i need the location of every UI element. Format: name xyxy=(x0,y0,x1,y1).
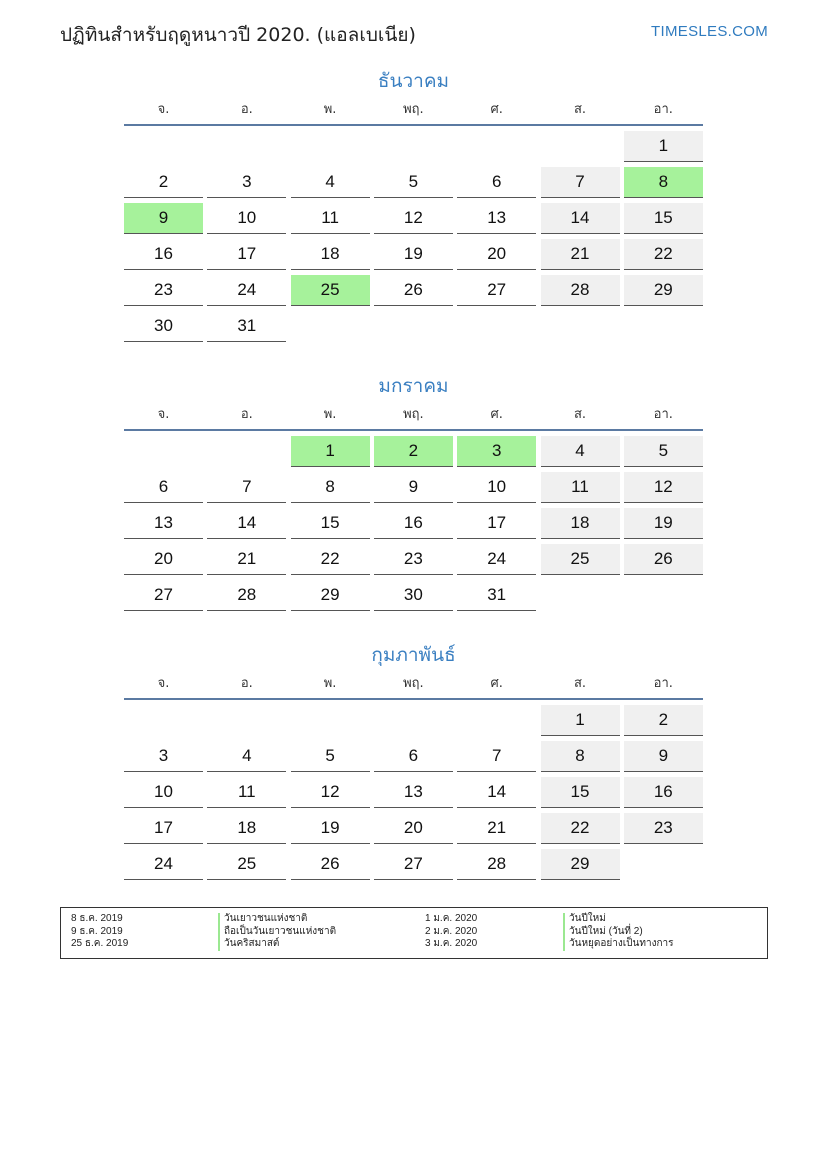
day-cell[interactable]: 16 xyxy=(624,777,703,808)
day-cell[interactable]: 25 xyxy=(541,544,620,575)
holiday-legend xyxy=(60,907,768,959)
day-cell[interactable]: 20 xyxy=(374,813,453,844)
day-cell[interactable]: 1 xyxy=(624,131,703,162)
day-grid xyxy=(124,431,703,616)
day-cell[interactable]: 10 xyxy=(124,777,203,808)
day-cell[interactable]: 5 xyxy=(374,167,453,198)
day-cell[interactable]: 27 xyxy=(124,580,203,611)
weekday-label: อ. xyxy=(240,102,253,117)
weekday-label: จ. xyxy=(157,102,170,117)
weekday-label: พฤ. xyxy=(403,102,424,117)
day-cell[interactable]: 21 xyxy=(207,544,286,575)
legend-date: 3 ม.ค. 2020 xyxy=(425,938,478,949)
weekday-label: จ. xyxy=(157,676,170,691)
weekday-label: พ. xyxy=(323,676,337,691)
day-cell[interactable]: 4 xyxy=(291,167,370,198)
day-cell[interactable]: 30 xyxy=(374,580,453,611)
day-cell[interactable]: 22 xyxy=(624,239,703,270)
weekday-label: ศ. xyxy=(490,102,503,117)
day-cell[interactable]: 23 xyxy=(374,544,453,575)
holiday-day-cell[interactable]: 3 xyxy=(457,436,536,467)
day-cell[interactable]: 22 xyxy=(291,544,370,575)
day-cell[interactable]: 3 xyxy=(207,167,286,198)
legend-holiday-name: วันปีใหม่ xyxy=(563,913,674,926)
day-cell[interactable]: 14 xyxy=(541,203,620,234)
day-cell[interactable]: 31 xyxy=(457,580,536,611)
legend-dates-right xyxy=(425,913,477,951)
weekday-label: อา. xyxy=(653,676,673,691)
day-cell[interactable]: 3 xyxy=(124,741,203,772)
day-cell[interactable]: 24 xyxy=(207,275,286,306)
day-cell[interactable]: 14 xyxy=(207,508,286,539)
day-cell[interactable]: 8 xyxy=(291,472,370,503)
day-cell[interactable]: 21 xyxy=(541,239,620,270)
day-cell[interactable]: 16 xyxy=(124,239,203,270)
day-cell[interactable]: 29 xyxy=(624,275,703,306)
day-cell[interactable]: 7 xyxy=(207,472,286,503)
day-cell[interactable]: 19 xyxy=(374,239,453,270)
legend-holiday-name: ถือเป็นวันเยาวชนแห่งชาติ xyxy=(218,926,336,939)
legend-date: 1 ม.ค. 2020 xyxy=(425,913,478,924)
page-header xyxy=(60,18,768,48)
weekday-header xyxy=(124,674,703,700)
day-cell[interactable]: 7 xyxy=(541,167,620,198)
weekday-label: จ. xyxy=(157,407,170,422)
weekday-label: พฤ. xyxy=(403,407,424,422)
day-cell[interactable]: 30 xyxy=(124,311,203,342)
day-cell[interactable]: 15 xyxy=(291,508,370,539)
day-cell[interactable]: 28 xyxy=(457,849,536,880)
day-cell[interactable]: 20 xyxy=(457,239,536,270)
day-cell[interactable]: 11 xyxy=(541,472,620,503)
page-title: ปฏิทินสำหรับฤดูหนาวปี 2020. (แอลเบเนีย) xyxy=(60,24,416,46)
weekday-header xyxy=(124,405,703,431)
legend-date: 25 ธ.ค. 2019 xyxy=(71,938,129,949)
day-cell[interactable]: 13 xyxy=(457,203,536,234)
day-cell[interactable]: 4 xyxy=(541,436,620,467)
day-cell[interactable]: 12 xyxy=(291,777,370,808)
legend-date: 2 ม.ค. 2020 xyxy=(425,925,478,937)
day-cell[interactable]: 6 xyxy=(374,741,453,772)
weekday-label: พ. xyxy=(323,102,337,117)
day-cell[interactable]: 24 xyxy=(457,544,536,575)
day-cell[interactable]: 8 xyxy=(541,741,620,772)
day-cell[interactable]: 9 xyxy=(374,472,453,503)
day-cell[interactable]: 11 xyxy=(291,203,370,234)
day-cell[interactable]: 20 xyxy=(124,544,203,575)
legend-names-left xyxy=(218,913,336,951)
weekday-label: ส. xyxy=(573,407,587,422)
day-cell[interactable]: 7 xyxy=(457,741,536,772)
month-title: ธันวาคม xyxy=(377,70,450,92)
day-cell[interactable]: 10 xyxy=(207,203,286,234)
weekday-header xyxy=(124,100,703,126)
weekday-label: ศ. xyxy=(490,407,503,422)
day-cell[interactable]: 21 xyxy=(457,813,536,844)
day-cell[interactable]: 11 xyxy=(207,777,286,808)
day-cell[interactable]: 10 xyxy=(457,472,536,503)
weekday-label: อ. xyxy=(240,676,253,691)
day-cell[interactable]: 13 xyxy=(124,508,203,539)
month-december xyxy=(124,64,703,346)
holiday-day-cell[interactable]: 8 xyxy=(624,167,703,198)
day-cell[interactable]: 18 xyxy=(541,508,620,539)
day-cell[interactable]: 14 xyxy=(457,777,536,808)
legend-holiday-name: วันหยุดอย่างเป็นทางการ xyxy=(563,938,674,951)
holiday-day-cell[interactable]: 2 xyxy=(374,436,453,467)
weekday-label: พฤ. xyxy=(403,676,424,691)
day-cell[interactable]: 26 xyxy=(374,275,453,306)
day-cell[interactable]: 28 xyxy=(207,580,286,611)
day-cell[interactable]: 26 xyxy=(291,849,370,880)
day-cell[interactable]: 4 xyxy=(207,741,286,772)
day-cell[interactable]: 19 xyxy=(624,508,703,539)
day-cell[interactable]: 13 xyxy=(374,777,453,808)
day-cell[interactable]: 29 xyxy=(541,849,620,880)
legend-holiday-name: วันคริสมาสต์ xyxy=(218,938,336,951)
weekday-label: อา. xyxy=(653,407,673,422)
month-title: กุมภาพันธ์ xyxy=(371,644,456,666)
holiday-day-cell[interactable]: 25 xyxy=(291,275,370,306)
legend-holiday-name: วันเยาวชนแห่งชาติ xyxy=(218,913,336,926)
weekday-label: พ. xyxy=(323,407,337,422)
day-cell[interactable]: 18 xyxy=(291,239,370,270)
day-grid xyxy=(124,126,703,346)
weekday-label: ส. xyxy=(573,676,587,691)
day-cell[interactable]: 5 xyxy=(624,436,703,467)
day-cell[interactable]: 25 xyxy=(207,849,286,880)
weekday-label: อา. xyxy=(653,102,673,117)
day-cell[interactable]: 18 xyxy=(207,813,286,844)
weekday-label: อ. xyxy=(240,407,253,422)
legend-holiday-name: วันปีใหม่ (วันที่ 2) xyxy=(563,926,674,939)
day-grid xyxy=(124,700,703,885)
day-cell[interactable]: 29 xyxy=(291,580,370,611)
day-cell[interactable]: 23 xyxy=(124,275,203,306)
day-cell[interactable]: 24 xyxy=(124,849,203,880)
day-cell[interactable]: 15 xyxy=(541,777,620,808)
day-cell[interactable]: 16 xyxy=(374,508,453,539)
day-cell[interactable]: 15 xyxy=(624,203,703,234)
holiday-day-cell[interactable]: 1 xyxy=(291,436,370,467)
month-february xyxy=(124,638,703,885)
day-cell[interactable]: 22 xyxy=(541,813,620,844)
day-cell[interactable]: 27 xyxy=(374,849,453,880)
day-cell[interactable]: 6 xyxy=(124,472,203,503)
day-cell[interactable]: 2 xyxy=(124,167,203,198)
day-cell[interactable]: 12 xyxy=(624,472,703,503)
day-cell[interactable]: 27 xyxy=(457,275,536,306)
day-cell[interactable]: 2 xyxy=(624,705,703,736)
day-cell[interactable]: 17 xyxy=(207,239,286,270)
day-cell[interactable]: 17 xyxy=(457,508,536,539)
day-cell[interactable]: 9 xyxy=(624,741,703,772)
day-cell[interactable]: 6 xyxy=(457,167,536,198)
day-cell[interactable]: 12 xyxy=(374,203,453,234)
legend-date: 8 ธ.ค. 2019 xyxy=(71,913,123,924)
legend-dates-left xyxy=(71,913,128,951)
weekday-label: ส. xyxy=(573,102,587,117)
month-title: มกราคม xyxy=(378,375,449,397)
day-cell[interactable]: 31 xyxy=(207,311,286,342)
brand-link[interactable]: TIMESLES.COM xyxy=(651,23,768,40)
day-cell[interactable]: 26 xyxy=(624,544,703,575)
weekday-label: ศ. xyxy=(490,676,503,691)
day-cell[interactable]: 5 xyxy=(291,741,370,772)
month-january xyxy=(124,369,703,616)
day-cell[interactable]: 23 xyxy=(624,813,703,844)
day-cell[interactable]: 17 xyxy=(124,813,203,844)
day-cell[interactable]: 1 xyxy=(541,705,620,736)
day-cell[interactable]: 19 xyxy=(291,813,370,844)
legend-date: 9 ธ.ค. 2019 xyxy=(71,925,123,937)
day-cell[interactable]: 28 xyxy=(541,275,620,306)
legend-names-right xyxy=(563,913,674,951)
holiday-day-cell[interactable]: 9 xyxy=(124,203,203,234)
